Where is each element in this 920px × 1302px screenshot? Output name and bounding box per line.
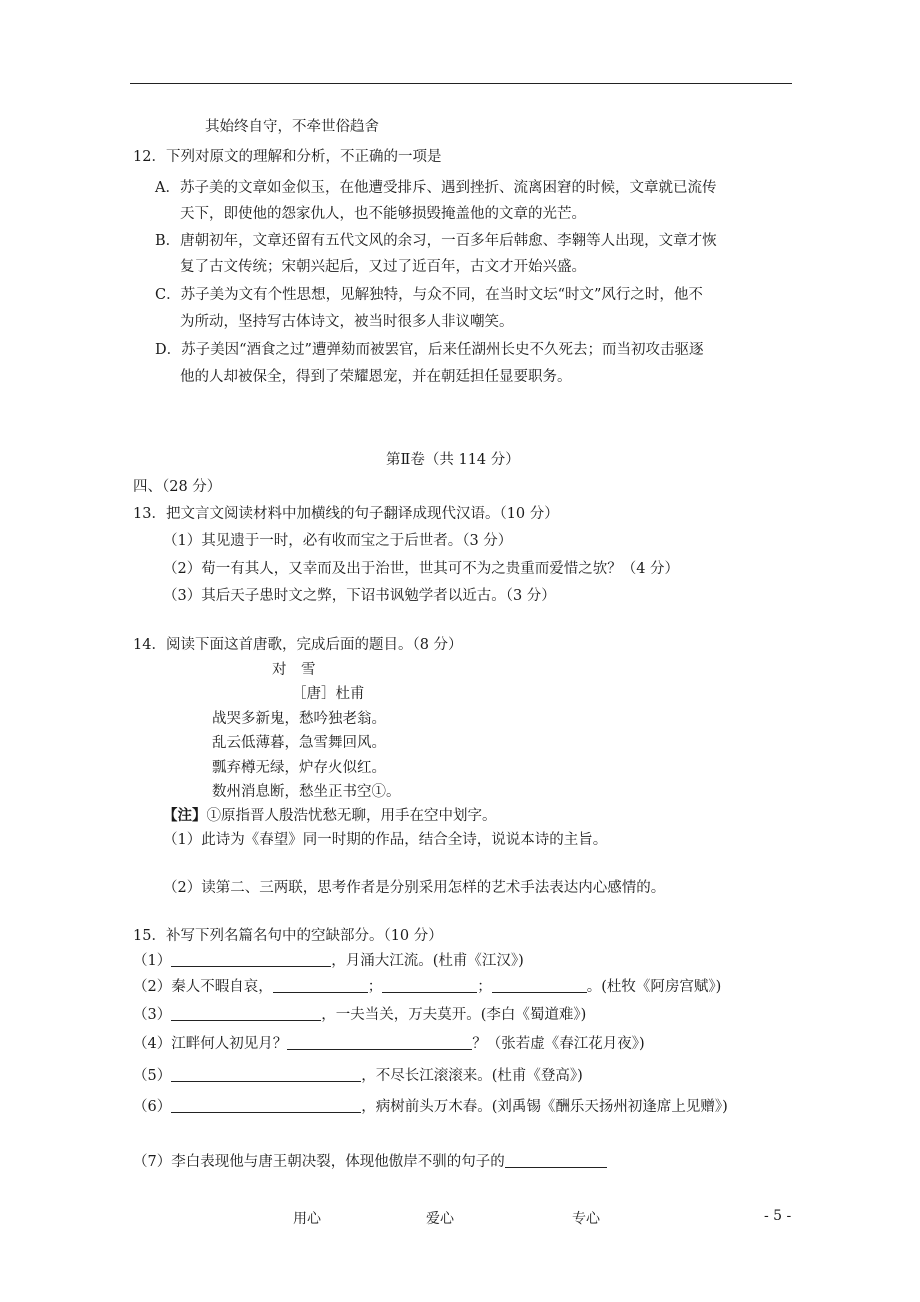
q12-option-c-line2: 为所动，坚持写古体诗文，被当时很多人非议嘲笑。: [180, 314, 514, 330]
item-2-sep-1: ；: [367, 979, 383, 995]
q15-item-2: [133, 977, 721, 997]
header-rule: [130, 83, 792, 84]
poem-note: [163, 806, 497, 826]
q15-item-5: [133, 1066, 583, 1086]
item-6-number: （6）: [133, 1099, 172, 1115]
part-4-heading: 四、（28 分）: [133, 479, 222, 495]
poem-title: 对 雪: [272, 662, 316, 678]
q13-sub2: （2）荀一有其人，又幸而及出于治世，世其可不为之贵重而爱惜之欤？（4 分）: [163, 561, 680, 577]
q12-stem: 12．下列对原文的理解和分析，不正确的一项是: [133, 149, 442, 165]
item-2-prefix: （2）秦人不暇自哀，: [133, 979, 273, 995]
q15-item-7: [133, 1152, 607, 1172]
item-3-text: ，一夫当关，万夫莫开。(李白《蜀道难》): [321, 1007, 587, 1023]
q14-sub1: （1）此诗为《春望》同一时期的作品，结合全诗，说说本诗的主旨。: [163, 832, 608, 848]
blank-input-7[interactable]: [505, 1152, 607, 1168]
q14-sub2: （2）读第二、三两联，思考作者是分别采用怎样的艺术手法表达内心感情的。: [163, 880, 666, 896]
q13-stem: 13．把文言文阅读材料中加横线的句子翻译成现代汉语。（10 分）: [133, 506, 559, 522]
q12-option-c-line1: C．苏子美为文有个性思想，见解独特，与众不同，在当时文坛“时文”风行之时，他不: [155, 287, 703, 303]
poem-line-2: 乱云低薄暮，急雪舞回风。: [212, 735, 386, 751]
q13-sub3: （3）其后天子患时文之弊，下诏书讽勉学者以近古。（3 分）: [163, 588, 556, 604]
item-2-text: 。(杜牧《阿房宫赋》): [586, 979, 722, 995]
item-7-text: （7）李白表现他与唐王朝决裂，体现他傲岸不驯的句子的: [133, 1154, 505, 1170]
q15-item-3: [133, 1005, 586, 1025]
q15-item-1: [133, 951, 524, 971]
q12-option-b-line1: B．唐朝初年，文章还留有五代文风的余习，一百多年后韩愈、李翱等人出现，文章才恢: [155, 233, 717, 249]
note-label: 【注】: [163, 807, 207, 824]
q15-item-4: [133, 1034, 645, 1054]
footer-word-3: 专心: [572, 1211, 600, 1227]
q11-tail: 其始终自守，不牵世俗趋舍: [205, 119, 379, 135]
item-5-text: ，不尽长江滚滚来。(杜甫《登高》): [361, 1068, 583, 1084]
blank-input-3[interactable]: [171, 1005, 321, 1021]
blank-input-5[interactable]: [171, 1066, 361, 1082]
note-text: ①原指晋人殷浩忧愁无聊，用手在空中划字。: [206, 808, 497, 824]
q12-option-d-line2: 他的人却被保全，得到了荣耀恩宠，并在朝廷担任显要职务。: [180, 369, 572, 385]
blank-input-2b[interactable]: [382, 977, 477, 993]
q12-option-d-line1: D．苏子美因“酒食之过”遭弹劾而被罢官，后来任湖州长史不久死去；而当初攻击驱逐: [155, 342, 704, 358]
footer-word-2: 爱心: [426, 1211, 454, 1227]
poem-line-4: 数州消息断，愁坐正书空①。: [212, 784, 401, 800]
item-4-prefix: （4）江畔何人初见月？: [133, 1036, 288, 1052]
section-2-title: 第Ⅱ卷（共 114 分）: [386, 452, 520, 468]
poem-author: ［唐］杜甫: [292, 686, 365, 702]
blank-input-4[interactable]: [287, 1034, 472, 1050]
item-4-text: ？（张若虚《春江花月夜》): [472, 1036, 645, 1052]
q13-sub1: （1）其见遗于一时，必有收而宝之于后世者。（3 分）: [163, 533, 513, 549]
item-1-number: （1）: [133, 953, 172, 969]
q12-option-a-line2: 天下，即使他的怨家仇人，也不能够损毁掩盖他的文章的光芒。: [180, 206, 586, 222]
q15-item-6: [133, 1097, 728, 1117]
q12-option-a-line1: A．苏子美的文章如金似玉，在他遭受排斥、遇到挫折、流离困窘的时候，文章就已流传: [155, 180, 717, 196]
q15-stem: 15．补写下列名篇名句中的空缺部分。（10 分）: [133, 928, 443, 944]
item-2-sep-2: ；: [477, 979, 492, 995]
item-5-number: （5）: [133, 1068, 172, 1084]
page-number: - 5 -: [764, 1208, 792, 1224]
blank-input-1[interactable]: [171, 951, 331, 967]
q14-stem: 14．阅读下面这首唐歌，完成后面的题目。（8 分）: [133, 637, 463, 653]
item-3-number: （3）: [133, 1007, 172, 1023]
q12-option-b-line2: 复了古文传统；宋朝兴起后，又过了近百年，古文才开始兴盛。: [180, 259, 586, 275]
blank-input-2c[interactable]: [492, 977, 587, 993]
blank-input-6[interactable]: [171, 1097, 361, 1113]
item-1-text: ，月涌大江流。(杜甫《江汉》): [331, 953, 524, 969]
poem-line-3: 瓢弃樽无绿，炉存火似红。: [212, 760, 386, 776]
poem-line-1: 战哭多新鬼，愁吟独老翁。: [212, 711, 386, 727]
item-6-text: ，病树前头万木春。(刘禹锡《酬乐天扬州初逢席上见赠》): [361, 1099, 728, 1115]
blank-input-2a[interactable]: [273, 977, 368, 993]
footer-word-1: 用心: [293, 1211, 321, 1227]
